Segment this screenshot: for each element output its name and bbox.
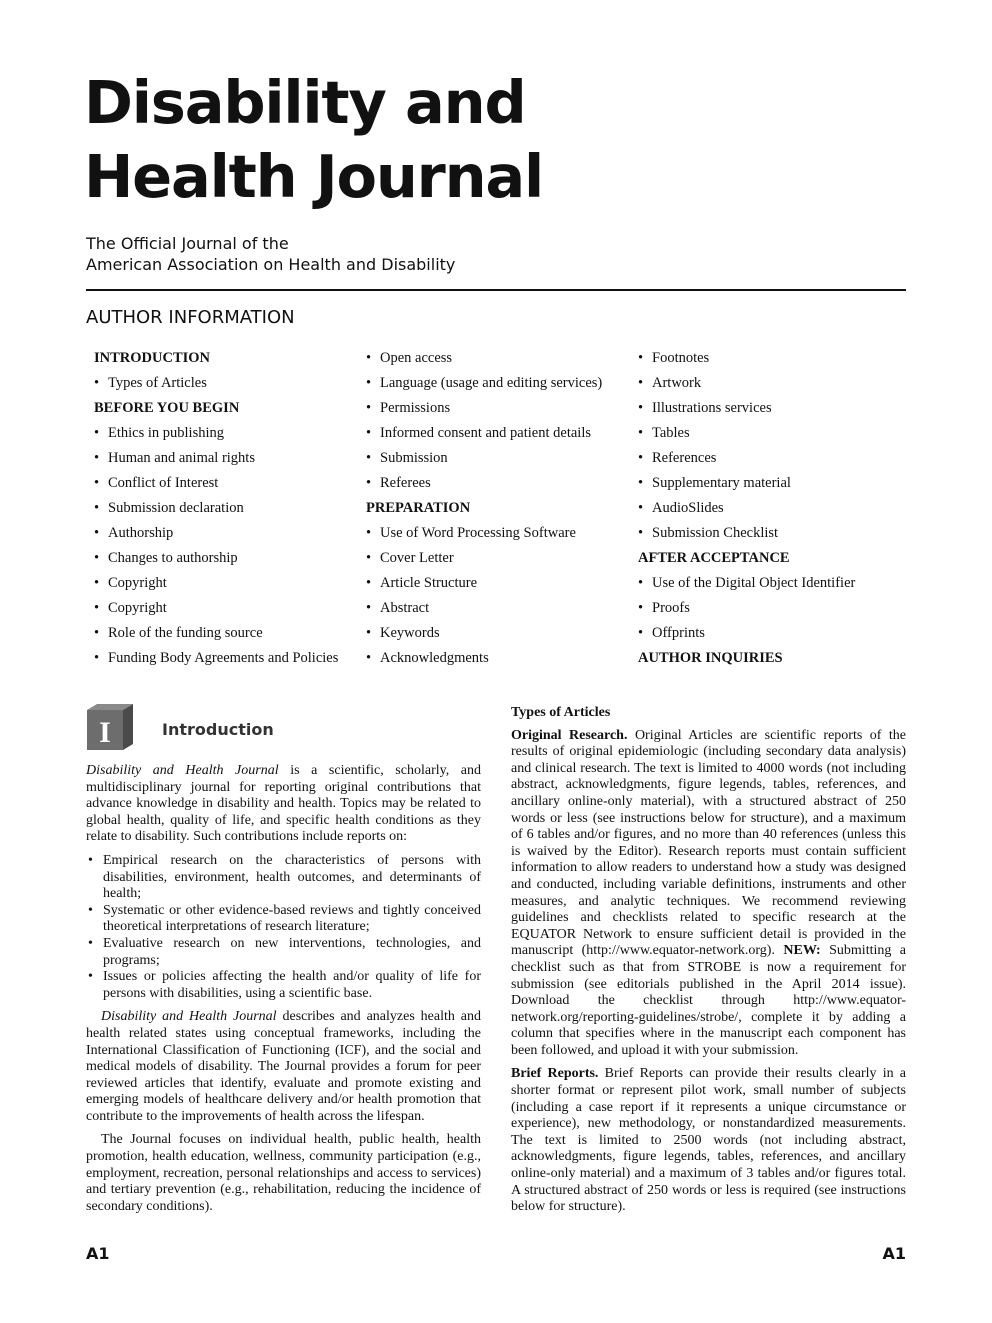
toc-section-heading: AUTHOR INQUIRIES (638, 650, 783, 666)
toc-entry: • Tables (638, 423, 855, 448)
toc-entry: • Changes to authorship (94, 548, 338, 573)
toc-entry: • Submission (366, 448, 602, 473)
toc-column-2 (366, 348, 602, 673)
toc-entry: • Acknowledgments (366, 648, 602, 673)
new-requirement-text: Submitting a checklist such as that from STROBE is now a requirement for submission (see editorials published in the April 2014 issue). Download the checklist through http://www.equator-network.org/reporting-guidelines/strobe/, complete it by adding a column that specifies where in the manuscript each component has been followed, and upload it with your submission. (511, 943, 906, 1058)
toc-entry: • Artwork (638, 373, 855, 398)
subtitle-line-1: The Official Journal of the (86, 234, 289, 253)
subtitle-line-2: American Association on Health and Disability (86, 255, 456, 274)
toc-entry: • Article Structure (366, 573, 602, 598)
toc-section-heading: PREPARATION (366, 500, 471, 516)
journal-name-italic: Disability and Health Journal (86, 763, 279, 778)
toc-entry: • Human and animal rights (94, 448, 338, 473)
journal-name-italic: Disability and Health Journal (101, 1009, 277, 1025)
list-item: • Issues or policies affecting the health and/or quality of life for persons with disabilities, using a scientific base. (86, 969, 481, 1002)
badge-letter: I (99, 716, 111, 749)
original-research-label: Original Research. (511, 727, 628, 743)
page-number-left: A1 (86, 1244, 110, 1263)
toc-entry: • References (638, 448, 855, 473)
list-item: • Systematic or other evidence-based reviews and tightly conceived theoretical interpretations of research literature; (86, 903, 481, 936)
toc-entry: • Abstract (366, 598, 602, 623)
toc-entry: • AudioSlides (638, 498, 855, 523)
journal-subtitle (86, 233, 455, 275)
author-information-heading: AUTHOR INFORMATION (86, 307, 295, 328)
toc-section-heading: BEFORE YOU BEGIN (94, 400, 240, 416)
intro-paragraph-2-text: describes and analyzes health and health related states using conceptual frameworks, including the International Classification of Functioning (ICF), and the social and medical models of disability. The Journal provides a forum for peer reviewed articles that identify, evaluate and promote existing and emerging models of healthcare delivery and/or health promotion that contribute to the improvements of health across the lifespan. (86, 1009, 481, 1124)
toc-column-3 (638, 348, 855, 673)
introduction-heading: Introduction (162, 720, 274, 739)
list-item: • Evaluative research on new interventions, technologies, and programs; (86, 936, 481, 969)
toc-entry: • Copyright (94, 573, 338, 598)
intro-paragraph-2 (86, 1009, 481, 1125)
toc-column-1 (94, 348, 338, 673)
brief-reports-text: Brief Reports can provide their results clearly in a shorter format or represent pilot work, small number of subjects (including a case report if it represents a unique circumstance or experience), new methodology, or nonstandardized measurements. The text is limited to 2500 words (not including abstract, acknowledgments, figure legends, tables, references, and ancillary online-only material) and a maximum of 3 tables and/or figures total. A structured abstract of 250 words or less is required (see instructions below for structure). (511, 1066, 906, 1215)
toc-entry: • Cover Letter (366, 548, 602, 573)
toc-entry: • Submission Checklist (638, 523, 855, 548)
toc-entry: • Supplementary material (638, 473, 855, 498)
journal-title (84, 66, 543, 214)
introduction-badge-icon (87, 704, 133, 750)
toc-entry: • Use of the Digital Object Identifier (638, 573, 855, 598)
journal-title-line-2: Health Journal (84, 142, 544, 211)
header-divider (86, 289, 906, 291)
types-of-articles-heading: Types of Articles (511, 705, 611, 720)
toc-entry: • Language (usage and editing services) (366, 373, 602, 398)
toc-entry: • Authorship (94, 523, 338, 548)
intro-paragraph-3: The Journal focuses on individual health, public health, health promotion, health education, wellness, community participation (e.g., employment, recreation, personal relationships and access to services) and tertiary prevention (e.g., rehabilitation, reducing the incidence of secondary conditions). (86, 1132, 481, 1214)
intro-paragraph-1-text: is a scientific, scholarly, and multidisciplinary journal for reporting original contributions that advance knowledge in disability and health. Topics may be related to global health, quality of life, and specific health conditions as they relate to disability. Such contributions include reports on: (86, 763, 481, 845)
toc-entry: • Funding Body Agreements and Policies (94, 648, 338, 673)
toc-entry: • Role of the funding source (94, 623, 338, 648)
original-research-text: Original Articles are scientific reports of the results of original epidemiologic (including secondary data analysis) and clinical research. The text is limited to 4000 words (not including abstract, acknowledgments, figure legends, tables, references, and ancillary online-only material), with a structured abstract of 250 words or less (see instructions below for structure), and a maximum of 6 tables and/or figures, and no more than 40 references (unless this is waived by the Editor). Research reports must contain sufficient information to allow readers to understand how a study was designed and conducted, including variable definitions, instruments and other measures, and analytic techniques. We recommend reviewing guidelines and checklists related to specific research at the EQUATOR Network to ensure sufficient detail is provided in the manuscript (http://www.equator-network.org). (511, 727, 906, 959)
journal-title-line-1: Disability and (84, 68, 526, 137)
toc-entry: • Keywords (366, 623, 602, 648)
toc-entry: • Referees (366, 473, 602, 498)
brief-reports-label: Brief Reports. (511, 1066, 599, 1082)
toc-entry: • Conflict of Interest (94, 473, 338, 498)
list-item: • Empirical research on the characteristics of persons with disabilities, environment, health outcomes, and determinants of health; (86, 853, 481, 903)
intro-paragraph-1 (86, 763, 481, 846)
intro-body (86, 763, 481, 1215)
toc-entry: • Ethics in publishing (94, 423, 338, 448)
toc-entry: • Illustrations services (638, 398, 855, 423)
toc-entry: • Types of Articles (94, 373, 338, 398)
toc-entry: • Offprints (638, 623, 855, 648)
toc-entry: • Open access (366, 348, 602, 373)
toc-section-heading: AFTER ACCEPTANCE (638, 550, 790, 566)
toc-entry: • Proofs (638, 598, 855, 623)
toc-entry: • Submission declaration (94, 498, 338, 523)
original-research-paragraph (511, 728, 906, 1060)
brief-reports-paragraph (511, 1066, 906, 1215)
contribution-list (86, 853, 481, 1002)
toc-entry: • Informed consent and patient details (366, 423, 602, 448)
toc-entry: • Footnotes (638, 348, 855, 373)
toc-entry: • Copyright (94, 598, 338, 623)
article-types-section (511, 705, 906, 1216)
toc-section-heading: INTRODUCTION (94, 350, 211, 366)
page-number-right: A1 (882, 1244, 906, 1263)
toc-entry: • Permissions (366, 398, 602, 423)
new-label: NEW: (783, 943, 821, 959)
toc-entry: • Use of Word Processing Software (366, 523, 602, 548)
